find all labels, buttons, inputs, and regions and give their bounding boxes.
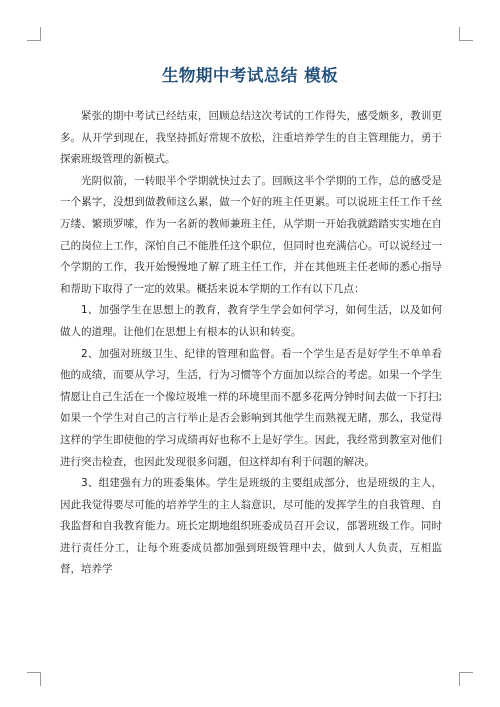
crop-mark-top-right-h bbox=[459, 40, 473, 41]
paragraph-summary: 光阴似箭，一转眼半个学期就快过去了。回顾这半个学期的工作，总的感受是一个累字，没想到做教师这么累，做一个好的班主任更累。可以说班主任工作千丝万缕、繁琐罗嗦，作为一名新的教师兼班主任，从学期一开始我就踏踏实实地在自己的岗位上工作，深怕自己不能胜任这个职位，但同时也充满信心。可以说经过一个学期的工作，我开始慢慢地了解了班主任工作，并在其他班主任老师的悉心指导和帮助下取得了一定的效果。概括来说本学期的工作有以下几点： bbox=[60, 174, 442, 295]
paragraph-point-2: 2、加强对班级卫生、纪律的管理和监督。看一个学生是否是好学生不单单看他的成绩，而要从学习，生活，行为习惯等个方面加以综合的考虑。如果一个学生情愿让自己生活在一个像垃圾堆一样的环境里而不愿多花两分钟时间去做一下打扫;如果一个学生对自己的言行举止是否会影响到其他学生而熟视无睹，那么，我觉得这样的学生即使他的学习成绩再好也称不上是好学生。因此，我经常到教室对他们进行突击检查，也因此发现很多问题，但这样却有利于问题的解决。 bbox=[60, 347, 442, 468]
paragraph-intro: 紧张的期中考试已经结束，回顾总结这次考试的工作得失，感受颇多，教训更多。从开学到现在，我坚持抓好常规不放松，注重培养学生的自主管理能力，勇于探索班级管理的新模式。 bbox=[60, 110, 442, 166]
document-body bbox=[60, 106, 442, 581]
crop-mark-bottom-left-h bbox=[27, 672, 41, 673]
crop-mark-bottom-right-h bbox=[459, 672, 473, 673]
crop-mark-bottom-right-v bbox=[459, 672, 460, 686]
crop-mark-top-left-h bbox=[27, 40, 41, 41]
crop-mark-top-left-v bbox=[40, 27, 41, 41]
crop-mark-top-right-v bbox=[459, 27, 460, 41]
crop-mark-bottom-left-v bbox=[40, 672, 41, 686]
paragraph-point-3: 3、组建强有力的班委集体。学生是班级的主要组成部分，也是班级的主人，因此我觉得要尽可能的培养学生的主人翁意识，尽可能的发挥学生的自我管理、自我监督和自我教育能力。班长定期地组织班委成员召开会议，部署班级工作。同时进行责任分工，让每个班委成员都加强到班级管理中去，做到人人负责，互相监督，培养学 bbox=[60, 477, 442, 576]
document-title: 生物期中考试总结 模板 bbox=[161, 66, 339, 85]
paragraph-point-1: 1、加强学生在思想上的教育，教育学生学会如何学习，如何生活，以及如何做人的道理。让他们在思想上有根本的认识和转变。 bbox=[60, 304, 442, 338]
